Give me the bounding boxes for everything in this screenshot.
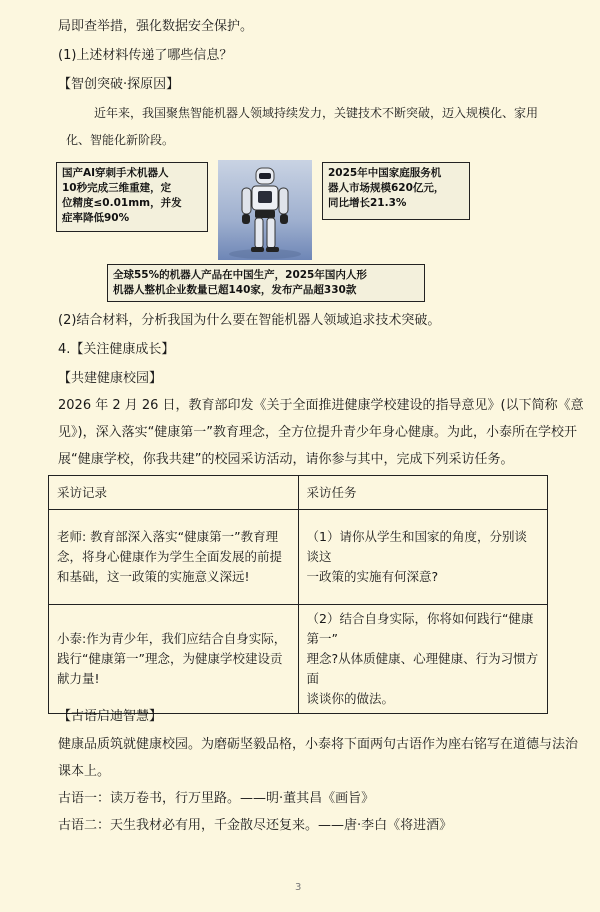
paragraph-line: 健康品质筑就健康校园。为磨砺坚毅品格，小泰将下面两句古语作为座右铭写在道德与法治 [58,737,579,752]
humanoid-robot-icon [218,160,312,260]
table-cell-student [49,605,299,714]
proverb-1: 古语一：读万卷书，行万里路。——明·董其昌《画旨》 [58,791,375,806]
text-line: 局即查举措，强化数据安全保护。 [58,19,254,34]
paragraph-line: 课本上。 [58,764,111,779]
cell-line: 念，将身心健康作为学生全面发展的前提 [57,549,283,564]
humanoid-robot-image [218,160,312,260]
box-line: 机器人整机企业数量已超140家，发布产品超330款 [113,284,357,296]
info-box-surgical-robot [56,162,208,232]
material-paragraph-line: 化、智能化新阶段。 [66,133,175,147]
box-line: 全球55%的机器人产品在中国生产，2025年国内人形 [113,269,367,281]
interview-table [48,475,548,714]
paragraph-line: 展“健康学校，你我共建”的校园采访活动，请你参与其中，完成下列采访任务。 [58,452,514,467]
table-cell-task-2 [298,605,548,714]
table-header-task: 采访任务 [298,476,548,510]
cell-line: 一政策的实施有何深意? [306,569,439,584]
section-heading-proverbs: 【古语启迪智慧】 [58,709,163,724]
cell-line: 理念?从体质健康、心理健康、行为习惯方面 [306,651,539,686]
page-number: 3 [295,882,302,893]
cell-line: （2）结合自身实际，你将如何践行“健康第一” [306,611,534,646]
question-2: (2)结合材料，分析我国为什么要在智能机器人领域追求技术突破。 [58,313,441,328]
question-1: (1)上述材料传递了哪些信息？ [58,48,233,63]
info-box-humanoid-stats [107,264,425,302]
cell-line: 小泰:作为青少年，我们应结合自身实际， [57,631,287,646]
box-line: 10秒完成三维重建，定 [62,182,172,194]
cell-line: 老师: 教育部深入落实“健康第一”教育理 [57,529,279,544]
paragraph-line: 见》)，深入落实“健康第一”教育理念，全方位提升青少年身心健康。为此，小泰所在学校开 [58,425,578,440]
table-header-record: 采访记录 [49,476,299,510]
box-line: 同比增长21.3% [328,197,407,209]
box-line: 国产AI穿刺手术机器人 [62,167,169,179]
cell-line: 和基础，这一政策的实施意义深远! [57,569,250,584]
box-line: 位精度≤0.01mm，并发 [62,197,182,209]
proverb-2: 古语二：天生我材必有用，千金散尽还复来。——唐·李白《将进酒》 [58,818,453,833]
cell-line: 献力量! [57,671,100,686]
table-cell-teacher [49,510,299,605]
box-line: 症率降低90% [62,212,130,224]
table-cell-task-1 [298,510,548,605]
section-heading-innovation: 【智创突破·探原因】 [58,77,180,92]
info-box-home-service [322,162,470,220]
paragraph-line: 2026 年 2 月 26 日，教育部印发《关于全面推进健康学校建设的指导意见》(以下简称《意 [58,398,584,413]
box-line: 2025年中国家庭服务机 [328,167,442,179]
section-heading-health: 4.【关注健康成长】 [58,342,175,357]
cell-line: （1）请你从学生和国家的角度，分别谈谈这 [306,529,527,564]
material-paragraph-line: 近年来，我国聚焦智能机器人领域持续发力，关键技术不断突破，迈入规模化、家用 [94,106,539,120]
box-line: 器人市场规模620亿元， [328,182,445,194]
section-heading-campus: 【共建健康校园】 [58,371,163,386]
cell-line: 谈谈你的做法。 [306,691,395,706]
cell-line: 践行“健康第一”理念，为健康学校建设贡 [57,651,283,666]
